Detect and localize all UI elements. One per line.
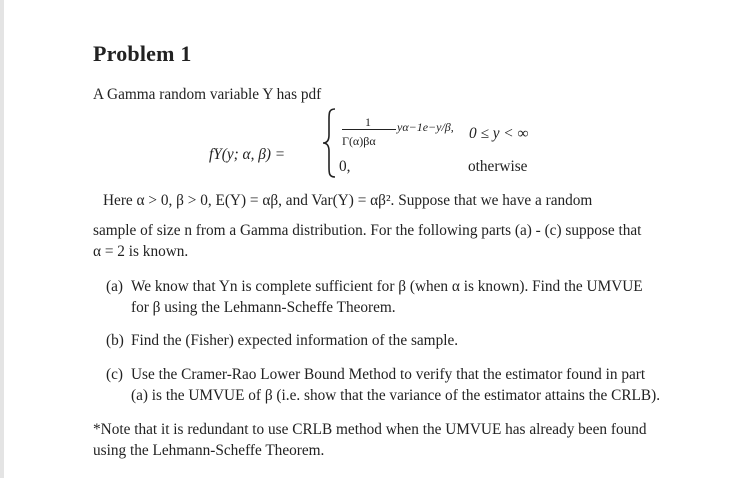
part-c-line-1: Use the Cramer-Rao Lower Bound Method to verify that the estimator found in part — [131, 366, 646, 383]
part-c-line-2: (a) is the UMVUE of β (i.e. show that the variance of the estimator attains the CRLB). — [131, 387, 661, 404]
paragraph-line-1: Here α > 0, β > 0, E(Y) = αβ, and Var(Y) = αβ². Suppose that we have a random — [103, 192, 593, 209]
intro-text: A Gamma random variable Y has pdf — [93, 86, 322, 103]
paragraph-line-3: α = 2 is known. — [93, 243, 189, 260]
pdf-power-term: yα−1e−y/β, — [397, 120, 454, 134]
pdf-denominator: Γ(α)βα — [342, 134, 376, 148]
fraction-bar — [342, 129, 396, 130]
part-c-label: (c) — [106, 366, 123, 383]
case2-value: 0, — [339, 158, 351, 175]
problem-title: Problem 1 — [93, 41, 192, 66]
note-line-2: using the Lehmann-Scheffe Theorem. — [93, 442, 325, 459]
case2-condition: otherwise — [468, 158, 528, 175]
pdf-lhs: fY(y; α, β) = — [209, 146, 286, 163]
pdf-numerator: 1 — [365, 115, 371, 129]
paragraph-line-2: sample of size n from a Gamma distribution. For the following parts (a) - (c) suppose that — [93, 222, 642, 239]
part-b-line-1: Find the (Fisher) expected information of the sample. — [131, 332, 459, 349]
part-a-line-2: for β using the Lehmann-Scheffe Theorem. — [131, 299, 396, 316]
page-edge — [0, 0, 4, 478]
case1-condition: 0 ≤ y < ∞ — [469, 125, 529, 142]
part-a-label: (a) — [106, 278, 123, 295]
note-line-1: *Note that it is redundant to use CRLB method when the UMVUE has already been found — [93, 421, 647, 438]
part-b-label: (b) — [106, 332, 124, 349]
left-brace — [320, 107, 338, 179]
part-a-line-1: We know that Yn is complete sufficient for β (when α is known). Find the UMVUE — [131, 278, 643, 295]
